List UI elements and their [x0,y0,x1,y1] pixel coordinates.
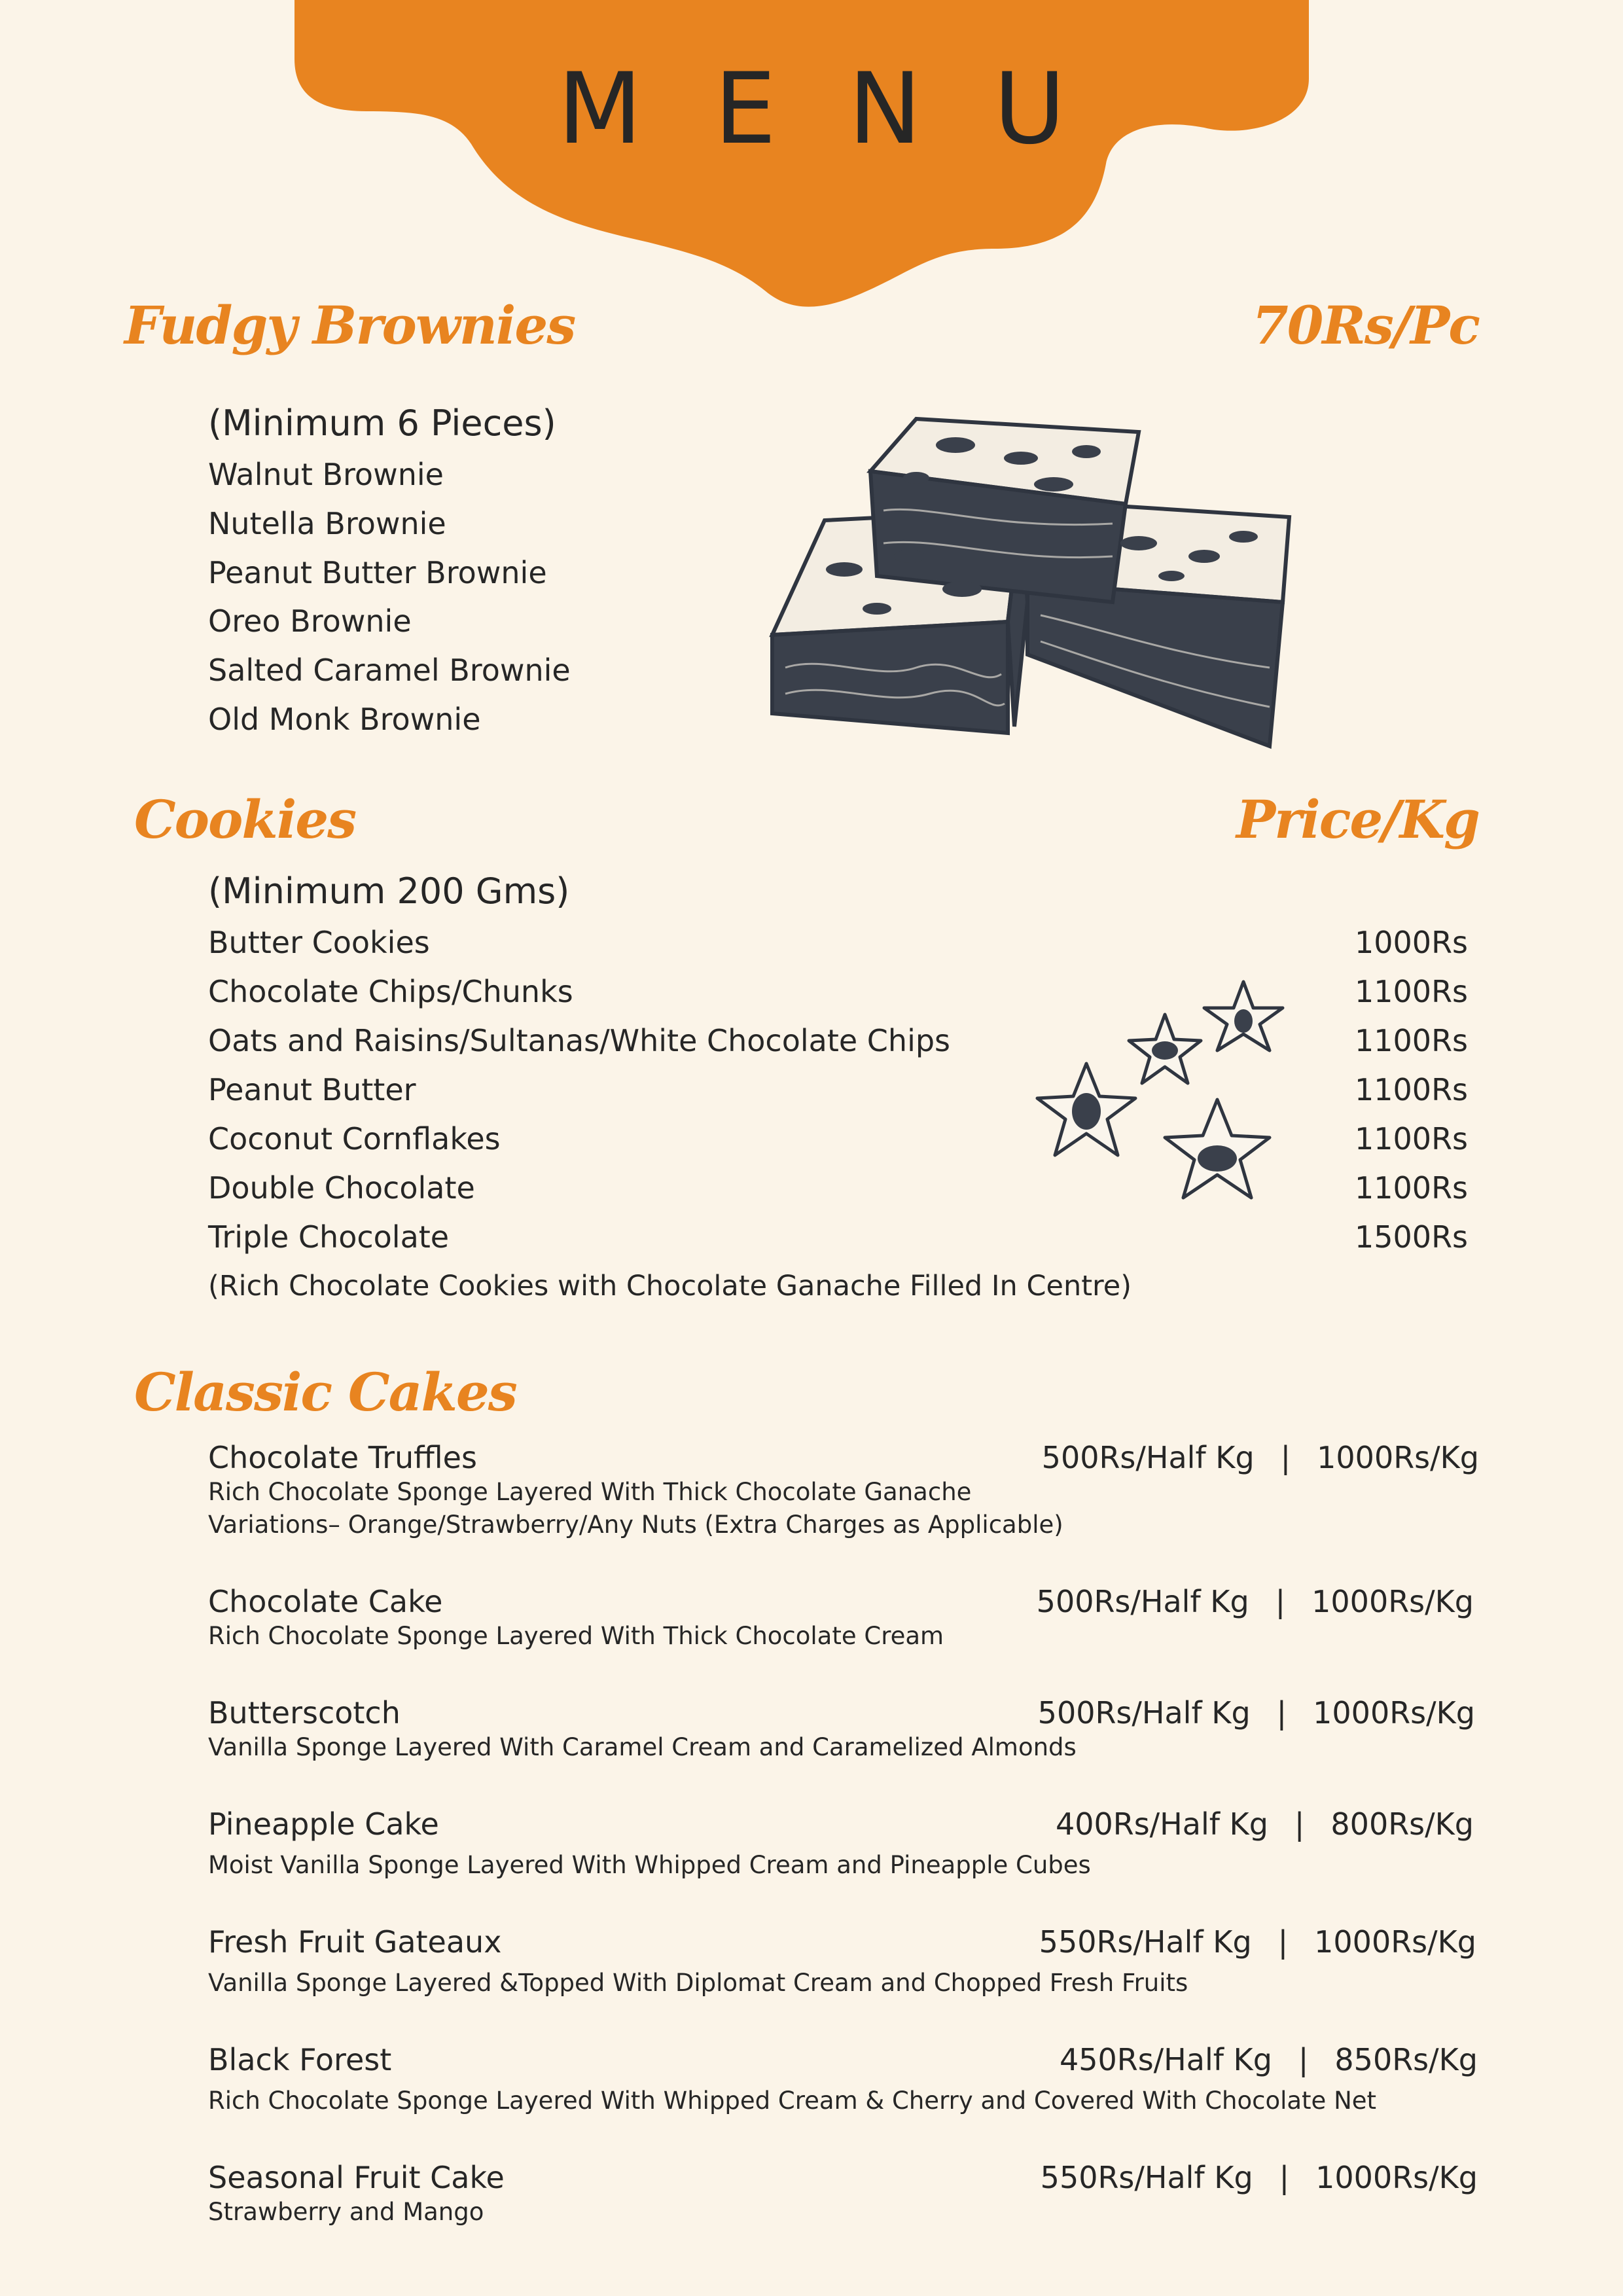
price-separator: | [1280,1440,1291,1475]
price-separator: | [1279,2160,1290,2195]
cake-description: Rich Chocolate Sponge Layered With Whipped Cream & Cherry and Covered With Chocolate Net [208,2087,1377,2115]
brownies-minimum: (Minimum 6 Pieces) [208,403,556,444]
price-separator: | [1277,1924,1289,1960]
price-separator: | [1275,1584,1286,1619]
cake-price-full: 1000Rs/Kg [1315,2160,1478,2195]
menu-title: MENU [557,52,1138,166]
cookies-minimum: (Minimum 200 Gms) [208,870,570,912]
brownies-price: 70Rs/Pc [1252,295,1479,356]
cake-name: Seasonal Fruit Cake [208,2160,505,2195]
cake-price [1039,1924,1476,1960]
cake-price [1037,1584,1474,1619]
cake-price-half: 550Rs/Half Kg [1039,1924,1252,1960]
cake-price-half: 500Rs/Half Kg [1041,1440,1255,1475]
cake-price-half: 550Rs/Half Kg [1040,2160,1253,2195]
brownie-item: Oreo Brownie [208,603,412,639]
brownie-item: Nutella Brownie [208,506,446,541]
cookie-item-price: 1100Rs [1355,1072,1468,1107]
cake-name: Chocolate Truffles [208,1440,477,1475]
cookie-item-name: Butter Cookies [208,925,430,960]
cookies-note: (Rich Chocolate Cookies with Chocolate Ganache Filled In Centre) [208,1270,1132,1302]
cake-price-full: 1000Rs/Kg [1317,1440,1479,1475]
cookies-heading: Cookies [134,789,356,850]
cake-price-half: 500Rs/Half Kg [1036,1584,1249,1619]
cookie-item-name: Double Chocolate [208,1170,475,1206]
brownies-heading: Fudgy Brownies [124,295,575,356]
cake-price-full: 1000Rs/Kg [1314,1924,1476,1960]
cookie-item-price: 1100Rs [1355,1170,1468,1206]
cookie-item-price: 1000Rs [1355,925,1468,960]
brownie-illustration-icon [746,406,1296,759]
cake-price [1060,2042,1478,2077]
cake-price-full: 850Rs/Kg [1334,2042,1478,2077]
brownie-item: Peanut Butter Brownie [208,555,547,590]
cake-description: Variations– Orange/Strawberry/Any Nuts (Extra Charges as Applicable) [208,1511,1063,1539]
cookie-item-price: 1100Rs [1355,1121,1468,1157]
cookie-item-name: Coconut Cornflakes [208,1121,501,1157]
cake-description: Moist Vanilla Sponge Layered With Whipped Cream and Pineapple Cubes [208,1851,1091,1879]
cookies-price-header: Price/Kg [1236,789,1479,850]
cake-price-half: 450Rs/Half Kg [1059,2042,1272,2077]
cake-price [1041,2160,1478,2195]
cake-description: Rich Chocolate Sponge Layered With Thick Chocolate Cream [208,1622,944,1650]
cake-description: Rich Chocolate Sponge Layered With Thick Chocolate Ganache [208,1478,972,1506]
price-separator: | [1298,2042,1309,2077]
cake-name: Butterscotch [208,1695,401,1731]
cookie-item-name: Triple Chocolate [208,1219,450,1255]
price-separator: | [1294,1806,1305,1842]
star-cookie-illustration-icon [1021,969,1309,1217]
cake-price-full: 800Rs/Kg [1330,1806,1474,1842]
cookie-item-price: 1100Rs [1355,1023,1468,1058]
price-separator: | [1276,1695,1287,1731]
cakes-heading: Classic Cakes [134,1361,516,1423]
cake-price-full: 1000Rs/Kg [1311,1584,1474,1619]
cookie-item-name: Peanut Butter [208,1072,416,1107]
brownie-item: Salted Caramel Brownie [208,653,571,688]
cake-price [1056,1806,1474,1842]
cake-name: Pineapple Cake [208,1806,439,1842]
cake-price [1042,1440,1479,1475]
cookie-item-price: 1500Rs [1355,1219,1468,1255]
cookie-item-name: Chocolate Chips/Chunks [208,974,573,1009]
brownie-item: Old Monk Brownie [208,702,481,737]
cake-price-full: 1000Rs/Kg [1313,1695,1475,1731]
cake-price-half: 400Rs/Half Kg [1055,1806,1268,1842]
cookie-item-price: 1100Rs [1355,974,1468,1009]
cake-name: Fresh Fruit Gateaux [208,1924,502,1960]
cake-description: Vanilla Sponge Layered With Caramel Cream and Caramelized Almonds [208,1733,1077,1761]
cake-name: Chocolate Cake [208,1584,443,1619]
cake-description: Strawberry and Mango [208,2198,484,2226]
cake-description: Vanilla Sponge Layered &Topped With Diplomat Cream and Chopped Fresh Fruits [208,1969,1188,1997]
cake-price-half: 500Rs/Half Kg [1037,1695,1251,1731]
cookie-item-name: Oats and Raisins/Sultanas/White Chocolate Chips [208,1023,951,1058]
brownie-item: Walnut Brownie [208,457,444,492]
cake-price [1038,1695,1475,1731]
cake-name: Black Forest [208,2042,392,2077]
